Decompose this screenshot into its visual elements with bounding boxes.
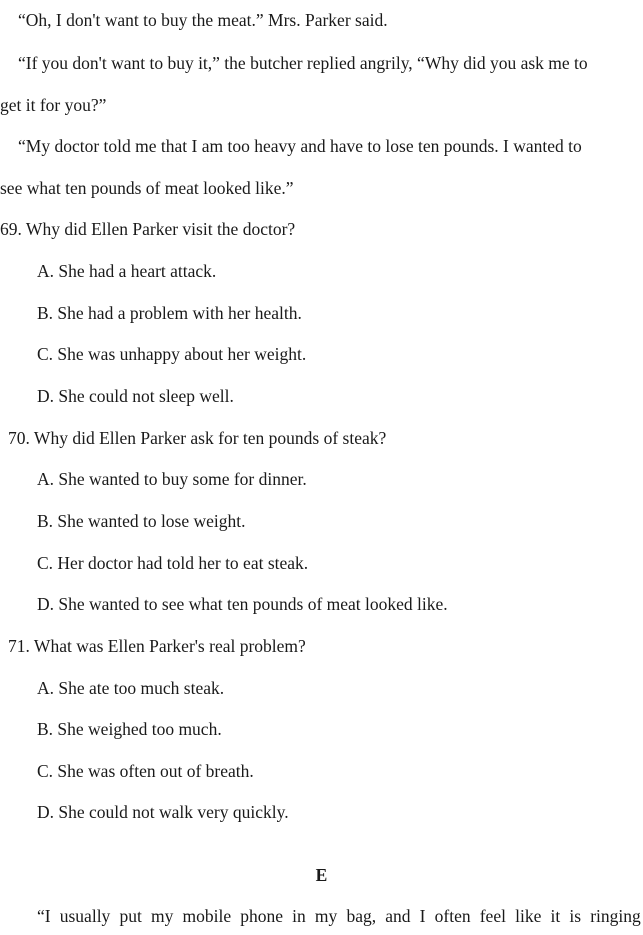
question-70-option-c: C. Her doctor had told her to eat steak. [37, 553, 309, 573]
question-71-stem: 71. What was Ellen Parker's real problem? [8, 636, 306, 656]
question-69-option-a: A. She had a heart attack. [37, 261, 217, 281]
story-paragraph-2-line-2: get it for you?” [0, 95, 107, 115]
section-e-word: bag, [346, 906, 377, 926]
question-70-option-b: B. She wanted to lose weight. [37, 511, 246, 531]
story-paragraph-2-line-1: “If you don't want to buy it,” the butcher replied angrily, “Why did you ask me to [18, 53, 588, 73]
question-71-option-c: C. She was often out of breath. [37, 761, 254, 781]
section-e-word: often [434, 906, 471, 926]
section-e-word: phone [240, 906, 284, 926]
section-e-word: my [150, 906, 174, 926]
section-e-word: feel [479, 906, 506, 926]
section-e-word: I [419, 906, 426, 926]
section-e-word: “I [37, 906, 51, 926]
question-70-option-d: D. She wanted to see what ten pounds of meat looked like. [37, 594, 448, 614]
section-e-title: E [315, 865, 328, 885]
section-e-word: like [515, 906, 542, 926]
section-e-word: put [119, 906, 142, 926]
section-e-word: usually [59, 906, 111, 926]
section-e-word: it [550, 906, 561, 926]
question-71-option-a: A. She ate too much steak. [37, 678, 225, 698]
section-e-word: is [569, 906, 582, 926]
section-e-first-line [37, 905, 641, 927]
section-e-word: and [385, 906, 411, 926]
question-69-option-b: B. She had a problem with her health. [37, 303, 302, 323]
story-paragraph-3-line-1: “My doctor told me that I am too heavy and have to lose ten pounds. I wanted to [18, 136, 582, 156]
section-e-word: mobile [182, 906, 232, 926]
section-e-word: in [292, 906, 306, 926]
section-e-word: ringing [590, 906, 641, 926]
question-71-option-b: B. She weighed too much. [37, 719, 222, 739]
question-69-stem: 69. Why did Ellen Parker visit the doctor? [0, 219, 296, 239]
question-70-option-a: A. She wanted to buy some for dinner. [37, 469, 307, 489]
story-paragraph-3-line-2: see what ten pounds of meat looked like.” [0, 178, 294, 198]
question-69-option-c: C. She was unhappy about her weight. [37, 344, 307, 364]
story-paragraph-1: “Oh, I don't want to buy the meat.” Mrs. Parker said. [18, 10, 388, 30]
section-e-word: my [314, 906, 338, 926]
question-70-stem: 70. Why did Ellen Parker ask for ten pounds of steak? [8, 428, 387, 448]
question-69-option-d: D. She could not sleep well. [37, 386, 234, 406]
question-71-option-d: D. She could not walk very quickly. [37, 802, 289, 822]
